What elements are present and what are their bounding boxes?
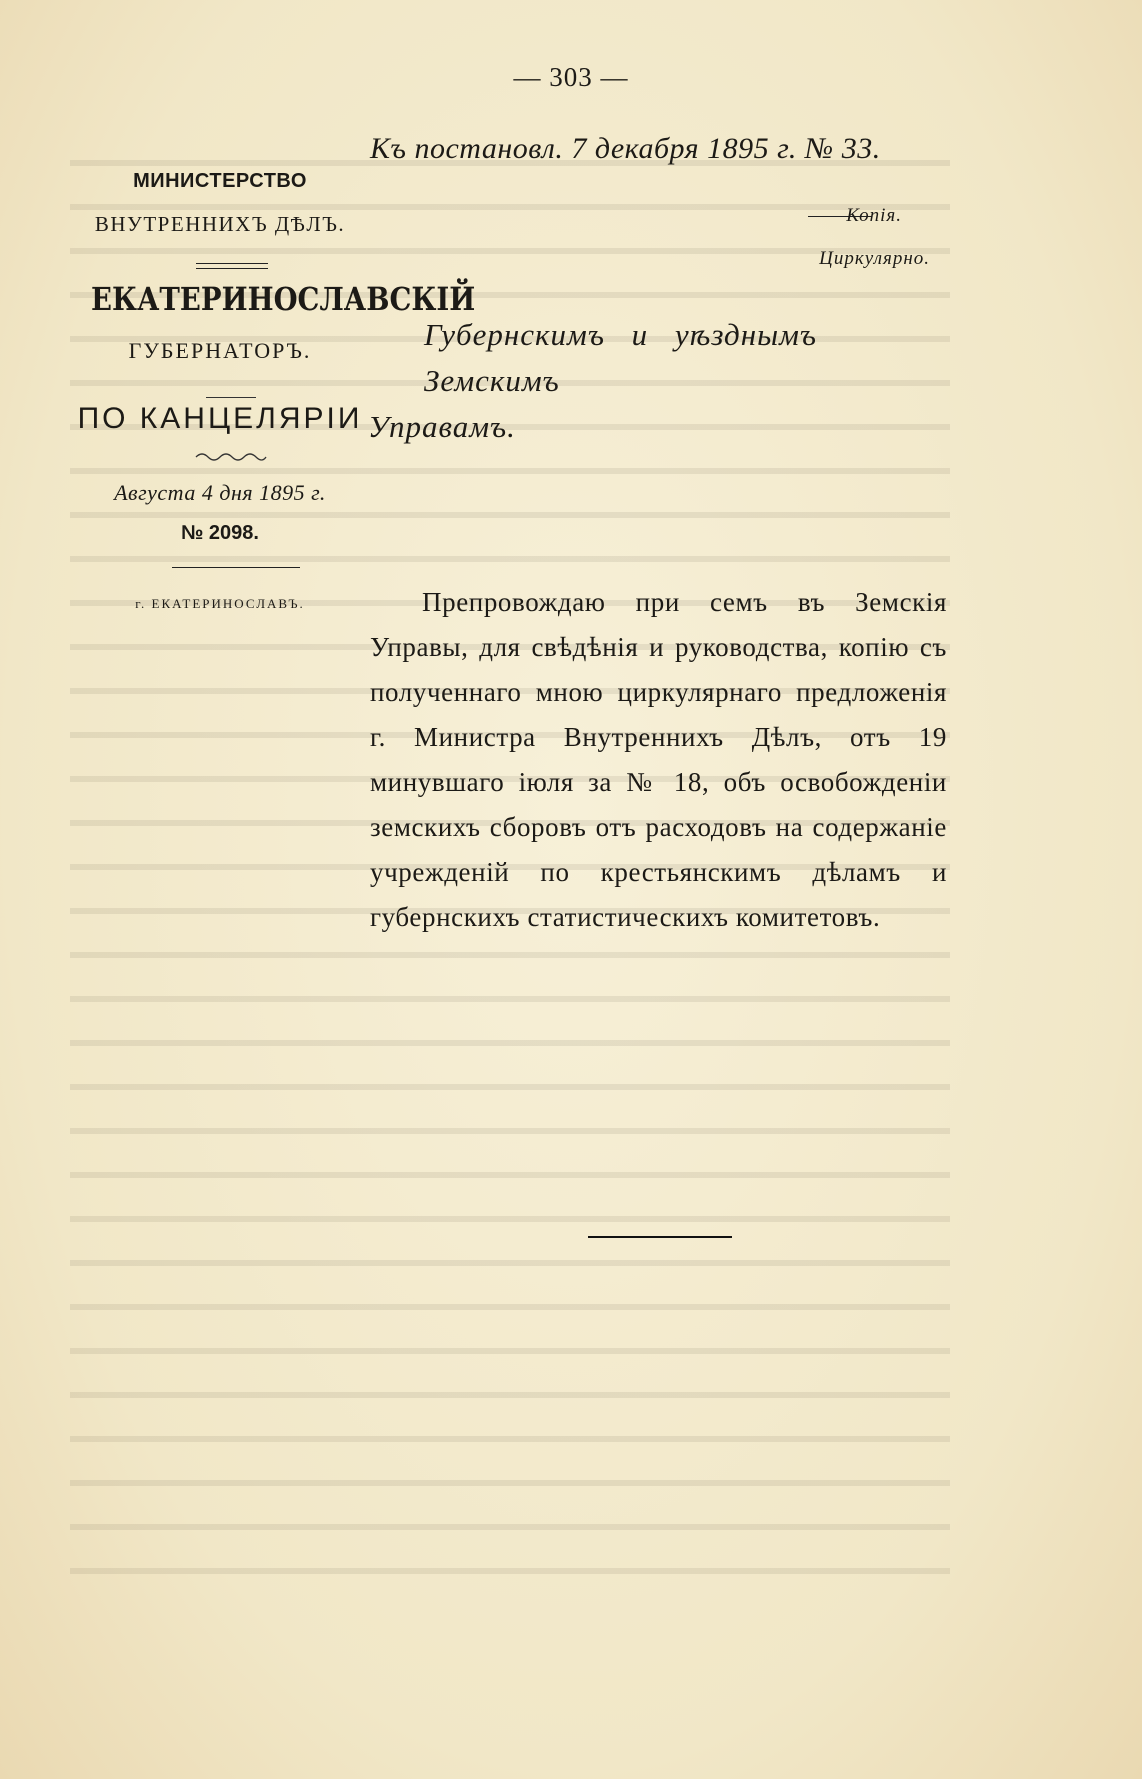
letter-number: № 2098. <box>181 522 259 544</box>
addressee-line-2: Управамъ. <box>368 409 516 444</box>
letterhead-governor-title: ГУБЕРНАТОРЪ. <box>128 338 312 363</box>
wave-ornament <box>194 451 268 463</box>
letterhead-governor: ЕКАТЕРИНОСЛАВСКІЙ <box>91 280 476 318</box>
page-number: — 303 — <box>513 62 629 92</box>
body-paragraph: Препровождаю при семъ въ Земскія Управы, для свѣдѣнія и руководства, копію съ полученнаго мною циркулярнаго предложенія г. Министра Внутреннихъ Дѣлъ, отъ 19 минувшаго іюля за № 18, объ освобожденіи земскихъ сборовъ отъ расходовъ на содержаніе учрежденій по крестьянскимъ дѣламъ и губернскихъ статистическихъ комитетовъ. <box>370 587 947 932</box>
letterhead-chancellery: ПО КАНЦЕЛЯРІИ <box>77 402 363 435</box>
short-rule <box>206 397 256 398</box>
double-rule <box>196 263 268 269</box>
letter-city: г. ЕКАТЕРИНОСЛАВЪ. <box>135 596 305 611</box>
end-rule <box>588 1236 732 1238</box>
letter-body <box>370 580 947 940</box>
letterhead-ministry: МИНИСТЕРСТВО <box>133 170 307 192</box>
letter-date: Августа 4 дня 1895 г. <box>114 480 326 505</box>
circular-mark: Циркулярно. <box>819 248 930 269</box>
addressee <box>368 312 953 450</box>
letterhead-department: ВНУТРЕННИХЪ ДѢЛЪ. <box>94 212 346 236</box>
number-rule <box>172 567 300 568</box>
addressee-line-1: Губернскимъ и уѣзднымъ Земскимъ <box>424 317 817 398</box>
resolution-reference: Къ постановл. 7 декабря 1895 г. № 33. <box>370 132 881 165</box>
copy-mark: Копія. <box>846 205 902 226</box>
